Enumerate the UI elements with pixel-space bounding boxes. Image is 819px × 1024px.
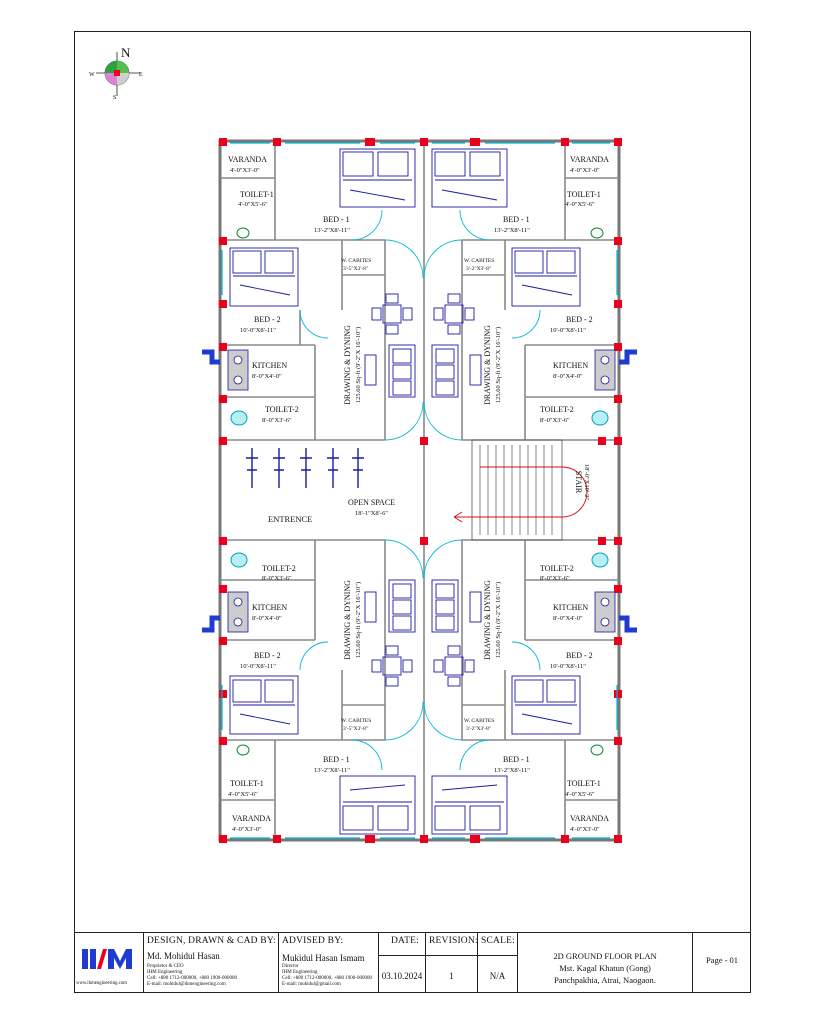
drawing-bl: DRAWING & DYNING: [343, 580, 352, 660]
toilet1-tl-size: 4'-0"X5'-6": [238, 201, 268, 208]
advisor-name: Mukidul Hasan Ismam: [282, 953, 365, 963]
kitchen-bl: KITCHEN: [252, 603, 288, 612]
logo-cell: [74, 933, 144, 993]
bed1-tl-size: 13'-2"X8'-11": [314, 227, 350, 234]
stair-size: 18'-0"X10'-2": [583, 463, 590, 501]
advisor-notes: Director IHM Engineering Cell: +880 1712-000000, +880 1900-000000 E-mail: mukidul@gmail.com: [282, 964, 372, 987]
entrence-label: ENTRENCE: [268, 514, 313, 524]
stair: [454, 440, 587, 540]
advised-header: ADVISED BY:: [282, 936, 344, 946]
kitchen-tl: KITCHEN: [252, 361, 288, 370]
kitchen-br-size: 8'-0"X4'-0": [553, 615, 583, 622]
wcab-tr: W. CABITES: [464, 258, 495, 264]
toilet2-br: TOILET-2: [540, 564, 574, 573]
drawing-br: DRAWING & DYNING: [483, 580, 492, 660]
open-space-label: OPEN SPACE: [348, 498, 396, 507]
compass-east-label: E: [139, 72, 143, 78]
wcab-tl: W. CABITES: [341, 258, 372, 264]
compass-north-label: N: [121, 45, 131, 60]
toilet1-bl: TOILET-1: [230, 779, 264, 788]
bed2-tl-size: 10'-0"X8'-11": [240, 327, 276, 334]
scale-header: SCALE:: [481, 936, 515, 946]
bed1-tr-size: 13'-2"X8'-11": [494, 227, 530, 234]
wcab-bl: W. CABITES: [341, 718, 372, 724]
project-cell: [518, 933, 693, 993]
scale-value: N/A: [489, 971, 506, 981]
kitchen-fixtures: [228, 350, 615, 632]
open-space-size: 18'-1"X8'-6": [355, 510, 388, 517]
revision-header: REVISION:: [429, 936, 478, 946]
plan-title: 2D GROUND FLOOR PLAN: [553, 951, 657, 961]
date-header: DATE:: [391, 936, 419, 946]
compass-icon: [96, 52, 140, 96]
bed1-tr: BED - 1: [503, 215, 530, 224]
design-cell: [144, 933, 279, 993]
site-address: Panchpakhia, Atrai, Naogaon.: [554, 975, 656, 985]
drawing-tr-size: 125.60 Sq-ft (9'-2"X 16'-10"): [495, 326, 502, 404]
kitchen-tr-size: 8'-0"X4'-0": [553, 373, 583, 380]
drawing-tl: DRAWING & DYNING: [343, 325, 352, 405]
bed1-tl: BED - 1: [323, 215, 350, 224]
columns: [219, 138, 622, 843]
wcab-tr-size: 3'-2"X3'-8": [466, 266, 492, 272]
kitchen-tr: KITCHEN: [553, 361, 589, 370]
varanda-tl-size: 4'-0"X3'-0": [230, 167, 260, 174]
bed2-tr-size: 10'-0"X8'-11": [550, 327, 586, 334]
toilet1-tr-size: 4'-0"X5'-6": [565, 201, 595, 208]
toilet1-bl-size: 4'-0"X5'-6": [228, 791, 258, 798]
owner-name: Mst. Kagal Khatun (Gong): [559, 963, 651, 973]
wcab-br-size: 3'-2"X3'-8": [466, 726, 492, 732]
toilet2-tl: TOILET-2: [265, 405, 299, 414]
toilet2-br-size: 8'-0"X3'-6": [540, 575, 570, 582]
varanda-bl: VARANDA: [232, 814, 271, 823]
interior-walls: [220, 141, 619, 840]
chimney-pipes: [202, 352, 637, 630]
designer-notes: Proprietor & CEO IHM Engineering Cell: +880 1712-000000, +880 1900-000000 E-mail: mohidul@ihmengineering.com: [147, 964, 237, 987]
bed1-bl: BED - 1: [323, 755, 350, 764]
varanda-br: VARANDA: [570, 814, 609, 823]
page-cell: [693, 933, 751, 993]
toilet2-tl-size: 8'-0"X3'-6": [262, 417, 292, 424]
wcab-br: W. CABITES: [464, 718, 495, 724]
bed2-br-size: 10'-0"X8'-11": [550, 663, 586, 670]
bed1-bl-size: 13'-2"X8'-11": [314, 767, 350, 774]
bed-furniture: [230, 149, 580, 834]
varanda-bl-size: 4'-0"X3'-0": [232, 826, 262, 833]
advised-cell: [279, 933, 379, 993]
drawing-tr: DRAWING & DYNING: [483, 325, 492, 405]
dining-furniture: [365, 294, 481, 686]
toilet2-tr-size: 8'-0"X3'-6": [540, 417, 570, 424]
date-value: 03.10.2024: [381, 971, 423, 981]
revision-cell: [426, 933, 478, 993]
kitchen-br: KITCHEN: [553, 603, 589, 612]
toilet1-tr: TOILET-1: [567, 190, 601, 199]
toilet2-tr: TOILET-2: [540, 405, 574, 414]
drawing-bl-size: 125.60 Sq-ft (9'-2"X 16'-10"): [355, 581, 362, 659]
date-cell: [379, 933, 426, 993]
design-header: DESIGN, DRAWN & CAD BY:: [147, 936, 276, 946]
building-walls: [220, 141, 619, 840]
ihm-logo-icon: [80, 945, 142, 973]
website-text: www.ihmengineering.com: [76, 981, 127, 986]
kitchen-bl-size: 8'-0"X4'-0": [252, 615, 282, 622]
stair-label: STAIR: [574, 470, 583, 494]
bed2-tl: BED - 2: [254, 315, 281, 324]
bed1-br: BED - 1: [503, 755, 530, 764]
bed1-br-size: 13'-2"X8'-11": [494, 767, 530, 774]
bed2-tr: BED - 2: [566, 315, 593, 324]
designer-name: Md. Mohidul Hasan: [147, 951, 220, 961]
bed2-bl: BED - 2: [254, 651, 281, 660]
drawing-tl-size: 125.60 Sq-ft (9'-2"X 16'-10"): [355, 326, 362, 404]
toilet1-br-size: 4'-0"X5'-6": [565, 791, 595, 798]
wcab-tl-size: 3'-5"X3'-8": [343, 266, 369, 272]
compass-west-label: W: [89, 72, 95, 78]
wcab-bl-size: 3'-5"X3'-8": [343, 726, 369, 732]
varanda-tr: VARANDA: [570, 155, 609, 164]
toilet2-bl-size: 8'-0"X3'-6": [262, 575, 292, 582]
motorcycle-icons: [246, 448, 364, 488]
kitchen-tl-size: 8'-0"X4'-0": [252, 373, 282, 380]
scale-cell: [478, 933, 518, 993]
varanda-tr-size: 4'-0"X3'-0": [570, 167, 600, 174]
toilet1-tl: TOILET-1: [240, 190, 274, 199]
page-number: Page - 01: [705, 955, 739, 965]
toilet1-br: TOILET-1: [567, 779, 601, 788]
drawing-br-size: 125.60 Sq-ft (9'-2"X 16'-10"): [495, 581, 502, 659]
bed2-bl-size: 10'-0"X8'-11": [240, 663, 276, 670]
basin-fixtures: [231, 411, 608, 567]
varanda-tl: VARANDA: [228, 155, 267, 164]
title-block: [74, 932, 751, 993]
toilet2-bl: TOILET-2: [262, 564, 296, 573]
bed2-br: BED - 2: [566, 651, 593, 660]
revision-value: 1: [449, 971, 454, 981]
compass-south-label: S: [113, 95, 117, 101]
varanda-br-size: 4'-0"X3'-0": [570, 826, 600, 833]
